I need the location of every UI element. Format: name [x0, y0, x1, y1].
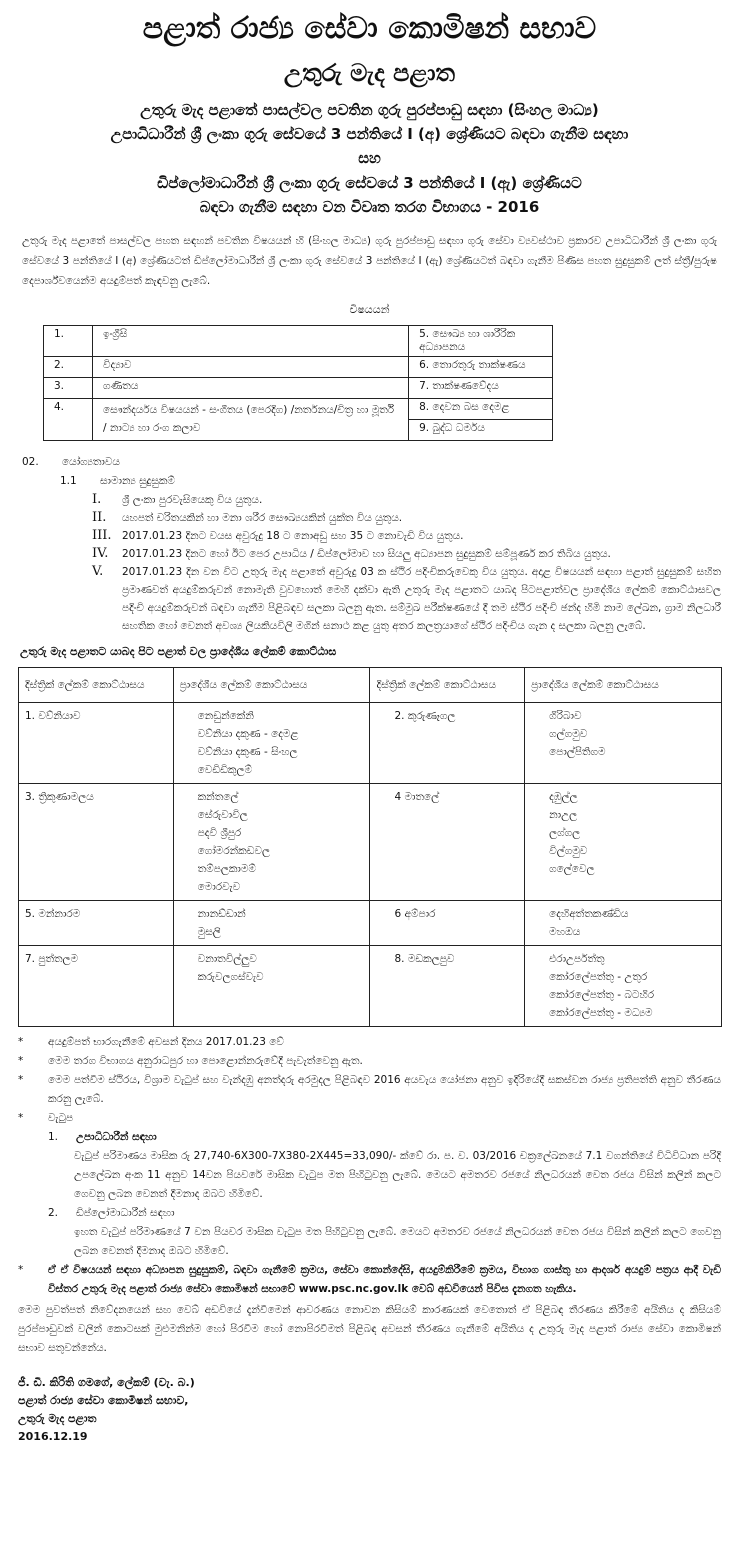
- district-name: 1. වව්නියාව: [25, 710, 81, 722]
- district-table: [18, 667, 722, 1027]
- subject-name: සෞන්දර්යය විෂයයන් - සංගීතය (පෙරදිග) /නර්තනය/චිත්‍ර හා මූර්ති / නාට්‍ය හා රංග කලාව: [93, 399, 409, 441]
- subject-num: 1.: [44, 326, 93, 357]
- division-name: විල්ගමුව: [549, 845, 588, 857]
- division-name: දඹුල්ල: [549, 791, 578, 803]
- section-title: යෝග්‍යතාවය: [62, 456, 120, 468]
- division-name: දෙහිඅත්තකණ්ඩිය: [549, 908, 629, 920]
- website-note: ඒ ඒ විෂයයන් සඳහා අධ්‍යාපන සුදුසුකම්, බඳවා ගැනීමේ ක්‍රමය, සේවා කොන්දේසි, අයදුම්කිරීමේ ක්‍රමය, විභාග ගාස්තු හා ආදර්ශ අයදුම් පත්‍රය ආදී වැඩි විස්තර උතුරු මැද පළාත් රාජ්‍ය සේවා කොමිෂන් සභාවේ www.psc.nc.gov.lk වෙබ් අඩවියෙන් පිවිස දැනගත හැකිය.: [48, 1264, 721, 1295]
- division-name: කෝරලේපත්තු - උතුර: [549, 971, 648, 983]
- table-row: [19, 901, 722, 946]
- divisions-cell: [173, 703, 370, 784]
- district-name: 8. මඩකලපුව: [394, 953, 455, 965]
- table-row: [19, 946, 722, 1027]
- bullet-star-icon: *: [18, 1074, 24, 1086]
- division-name: වනාතවිල්ලුව: [197, 953, 257, 965]
- bullet-star-icon: *: [18, 1036, 24, 1048]
- division-name: නානඩ්ඩාන්: [197, 908, 246, 920]
- subsection-title: සාමාන්‍ය සුදුසුකම්: [100, 475, 175, 487]
- division-name: කන්තලේ: [197, 791, 239, 803]
- province-title: උතුරු මැද පළාත: [283, 59, 456, 87]
- district-name: 6 අම්පාර: [394, 908, 436, 920]
- column-header: ප්‍රාදේශීය ලේකම් කොට්ඨාසය: [173, 668, 370, 703]
- divisions-cell: [525, 703, 722, 784]
- subject-name: විද්‍යාව: [93, 357, 409, 378]
- division-name: සේරුවාවිල: [197, 809, 248, 821]
- division-name: නෙඩුන්කේනි: [197, 710, 254, 722]
- salary-diploma-text: ඉහත වැටුප් පරිමාණයේ 7 වන පියවර මාසික වැටුප මත පිහිටුවනු ලැබේ. මෙයට අමතරව රජයේ නිලධරයන් වෙත රජය විසින් කලින් කලට ගෙවනු ලබන වෙනත් දීමනාද ඔබට හිමිවේ.: [74, 1226, 721, 1257]
- heading-line-3: සහ: [358, 149, 381, 167]
- salary-graduates-title: උපාධිධාරීන් සඳහා: [76, 1131, 157, 1143]
- heading-line-2: උපාධිධාරීන් ශ්‍රී ලංකා ගුරු සේවයේ 3 පන්තියේ I (අ) ශ්‍රේණියට බඳවා ගැනීම සඳහා: [110, 125, 629, 143]
- district-cell: [370, 901, 525, 946]
- signatory-province: උතුරු මැද පළාත: [18, 1412, 97, 1425]
- division-name: කරුවලගස්වැව: [197, 971, 264, 983]
- division-name: වව්නියා දකුණ - දෙමළ: [197, 728, 299, 740]
- divisions-cell: [173, 946, 370, 1027]
- district-cell: [19, 703, 174, 784]
- table-row: [19, 703, 722, 784]
- list-item: III. 2017.01.23 දිනට වයස අවුරුදු 18 ට නොඅඩු සහ 35 ට නොවැඩි විය යුතුය.: [92, 528, 464, 543]
- district-name: 5. මන්නාරම: [25, 908, 81, 920]
- district-cell: [19, 901, 174, 946]
- division-name: මුසලි: [197, 926, 221, 938]
- bullet-star-icon: *: [18, 1264, 24, 1276]
- column-header: දිස්ත්‍රික් ලේකම් කොට්ඨාසය: [19, 668, 174, 703]
- salary-diploma-title: ඩිප්ලෝමාධාරීන් සඳහා: [76, 1207, 175, 1219]
- district-name: 2. කුරුණෑගල: [394, 710, 456, 722]
- division-name: මොරවැව: [197, 881, 241, 893]
- signature-block: [18, 1374, 721, 1446]
- district-name: 3. ත්‍රිකුණාමලය: [25, 791, 94, 803]
- district-cell: [19, 784, 174, 901]
- subject-num: 4.: [44, 399, 93, 441]
- heading-line-5: බඳවා ගැනීම සඳහා වන විවෘත තරග විභාගය - 2016: [199, 198, 540, 216]
- notes-section: * අයදුම්පත් භාරගැනීමේ අවසන් දිනය 2017.01.23 වේ * මෙම තරග විභාගය අනුරාධපුර හා පොළොන්නරුවේදී පැවැත්වෙනු ඇත. * මෙම පත්වීම ස්ථිරය, විශ්‍රාම වැටුප් සහ වැන්දඹු අනත්දරු අරමුදල පිළිබඳව 2016 අයවැය යෝජනා අනුව ඉදිරියේදී සකස්වන රාජ්‍ය ප්‍රතිපත්ති අනුව තීරණය කරනු ලැබේ. * වැටුප 1. උපාධිධාරීන් සඳහා වැටුප් පරිමාණය මාසික රු 27,740-6X300-7X380-2X445=33,090/- ක්වේ රා. ප. ව. 03/2016 චක්‍රලේඛනයේ 7.1 වගන්තියේ විධිවිධාන පරිදි උපලේඛන අංක 11 අනුව 14වන පියවරේ මාසික වැටුප මත පිහිටුවනු ලැබේ. මෙයට අමතරව රජයේ නිලධරයන් වෙත රජය විසින් කලින් කලට ගෙවනු ලබන වෙනත් දීමනාද ඔබට හිමිවේ. 2. ඩිප්ලෝමාධාරීන් සඳහා ඉහත වැටුප් පරිමාණයේ 7 වන පියවර මාසික වැටුප මත පිහිටුවනු ලැබේ. මෙයට අමතරව රජයේ නිලධරයන් වෙත රජය විසින් කලින් කලට ගෙවනු ලබන වෙනත් දීමනාද ඔබට හිමිවේ. * ඒ ඒ විෂයයන් සඳහා අධ්‍යාපන සුදුසුකම්, බඳවා ගැනීමේ ක්‍රමය, සේවා කොන්දේසි, අයදුම්කිරීමේ ක්‍රමය, විභාග ගාස්තු හා ආදර්ශ අයදුම් පත්‍රය ආදී වැඩි විස්තර උතුරු මැද පළාත් රාජ්‍ය සේවා කොමිෂන් සභාවේ www.psc.nc.gov.lk වෙබ් අඩවියෙන් පිවිස දැනගත හැකිය. මෙම පුවත්පත් නිවේදනයෙන් සහ වෙබ් අඩවියේ දැන්වීමෙන් ආවරණය නොවන කිසියම් කාරණයක් වෙතොත් ඒ පිළිබඳ තීරණය කිරීමේ අයිතිය ද කිසියම් පුරප්පාඩුවක් වලින් කොටසක් මුළුමනින්ම හෝ පිරවීම හෝ නොපිරවීමත් පිළිබඳ අවසන් තීරණය ගැනීමේ අයිතිය ද උතුරු මැද පළාත් රාජ්‍ය සේවා කොමිෂන් සභාව සතුවන්නේය.: [18, 1033, 721, 1358]
- division-name: වෙඩිඩිකුලම්: [197, 764, 253, 776]
- column-header: දිස්ත්‍රික් ලේකම් කොට්ඨාසය: [370, 668, 525, 703]
- district-cell: [370, 703, 525, 784]
- divisions-cell: [525, 946, 722, 1027]
- division-name: මහඔය: [549, 926, 581, 938]
- division-name: නාඋල: [549, 809, 578, 821]
- division-name: ගලේවෙල: [549, 863, 595, 875]
- signatory-org: පළාත් රාජ්‍ය සේවා කොමිෂන් සභාව,: [18, 1394, 189, 1407]
- bullet-star-icon: *: [18, 1055, 24, 1067]
- list-item: I. ශ්‍රී ලංකා පුරවැසියෙකු විය යුතුය.: [92, 492, 263, 507]
- list-item: II. යහපත් චරිතයකින් හා මනා ශරීර සෞඛ්‍යයකින් යුක්ත විය යුතුය.: [92, 510, 403, 525]
- list-item: IV. 2017.01.23 දිනට හෝ ඊට පෙර උපාධිය / ඩිප්ලෝමාව හා සියලු අධ්‍යාපන සුදුසුකම් සම්පූර්ණ කර තිබිය යුතුය.: [92, 546, 611, 561]
- subject-right: 6. තොරතුරු තාක්ෂණය: [409, 357, 553, 378]
- subject-num: 2.: [44, 357, 93, 378]
- division-name: කෝරලේපත්තු - බටහිර: [549, 989, 655, 1001]
- division-name: තම්පලකාමම්: [197, 863, 256, 875]
- eligibility-section: [22, 453, 721, 635]
- subject-right: 5. සෞඛ්‍ය හා ශාරීරික අධ්‍යාපනය: [409, 326, 553, 357]
- column-header: ප්‍රාදේශීය ලේකම් කොට්ඨාසය: [525, 668, 722, 703]
- divisions-cell: [525, 784, 722, 901]
- division-name: ලග්ගල: [549, 827, 581, 839]
- division-name: ගෝමරන්කඩවල: [197, 845, 271, 857]
- subject-name: ඉංග්‍රීසි: [93, 326, 409, 357]
- heading-line-1: උතුරු මැද පළාතේ පාසල්වල පවතින ගුරු පුරප්පාඩු සඳහා (සිංහල මාධ්‍ය): [140, 101, 599, 119]
- division-name: ගිරිබාව: [549, 710, 582, 722]
- divisions-cell: [525, 901, 722, 946]
- district-name: 7. පුත්තලම: [25, 953, 79, 965]
- subsection-number: 1.1: [60, 475, 77, 487]
- list-item: V. 2017.01.23 දින වන විට උතුරු මැද පළාතේ අවුරුදු 03 ක ස්ථිර පදිංචිකරුවෙකු විය යුතුය. අදාළ විෂයයන් සඳහා පළාත් සුදුසුකම් සහිත ප්‍රමාණවත් අයදුම්කරුවන් නොමැති වුවහොත් මෙහි දක්වා ඇති උතුරු මැද පළාතට යාබද පිටපළාත්වල ප්‍රාදේශීය ලේකම් කොට්ඨාසවල පදිංචි අයදුම්කරුවන් බඳවා ගැනීම පිළිබඳව සලකා බලනු ඇත. සම්මුඛ පරීක්ෂණයේ දී තම ස්ථිර පදිංචි ඡන්ද හිමි නාම ලේඛන, ග්‍රාම නිලධාරී සහතික හෝ වෙනත් අවශ්‍ය ලියකියවිලි මගින් සනාථ කළ යුතු අතර කලත්‍රයාගේ ස්ථිර පදිංචිය ගැන ද සලකා බලනු ලැබේ.: [92, 564, 721, 632]
- district-cell: [370, 946, 525, 1027]
- subject-num: 3.: [44, 378, 93, 399]
- closing-paragraph: මෙම පුවත්පත් නිවේදනයෙන් සහ වෙබ් අඩවියේ දැන්වීමෙන් ආවරණය නොවන කිසියම් කාරණයක් වෙතොත් ඒ පිළිබඳ තීරණය කිරීමේ අයිතිය ද කිසියම් පුරප්පාඩුවක් වලින් කොටසක් මුළුමනින්ම හෝ පිරවීම හෝ නොපිරවීමත් පිළිබඳ අවසන් තීරණය ගැනීමේ අයිතිය ද උතුරු මැද පළාත් රාජ්‍ය සේවා කොමිෂන් සභාව සතුවන්නේය.: [18, 1304, 721, 1354]
- division-name: ගල්ගමුව: [549, 728, 588, 740]
- district-cell: [19, 946, 174, 1027]
- divisions-cell: [173, 901, 370, 946]
- subject-right: 8. දෙවන බස දෙමළ: [409, 399, 553, 420]
- notice-date: 2016.12.19: [18, 1430, 88, 1443]
- division-name: පදවි ශ්‍රීපුර: [197, 827, 242, 839]
- subject-name: ගණිතය: [93, 378, 409, 399]
- subject-right: 9. බුද්ධ ධර්මය: [409, 420, 553, 441]
- division-name: පොල්පිතිගම: [549, 746, 606, 758]
- district-table-title: උතුරු මැද පළාතට යාබද පිට පළාත් වල ප්‍රාදේශීය ලේකම් කොට්ඨාස: [20, 645, 337, 658]
- salary-graduates-text: වැටුප් පරිමාණය මාසික රු 27,740-6X300-7X380-2X445=33,090/- ක්වේ රා. ප. ව. 03/2016 චක්‍රලේඛනයේ 7.1 වගන්තියේ විධිවිධාන පරිදි උපලේඛන අංක 11 අනුව 14වන පියවරේ මාසික වැටුප මත පිහිටුවනු ලැබේ. මෙයට අමතරව රජයේ නිලධරයන් වෙත රජය විසින් කලින් කලට ගෙවනු ලබන වෙනත් දීමනාද ඔබට හිමිවේ.: [74, 1150, 721, 1200]
- eligibility-list: [92, 491, 721, 635]
- intro-paragraph: උතුරු මැද පළාතේ පාසල්වල පහත සඳහන් පවතින විෂයයන් හි (සිංහල මාධ්‍ය) ගුරු පුරප්පාඩු සඳහා ගුරු සේවා ව්‍යවස්ථාව ප්‍රකාරව උපාධිධාරීන් ශ්‍රී ලංකා ගුරු සේවයේ 3 පන්තියේ I (අ) ශ්‍රේණියටත් ඩිප්ලෝමාධාරීන් ශ්‍රී ලංකා ගුරු සේවයේ 3 පන්තියේ I (ඇ) ශ්‍රේණියටත් බඳවා ගැනීම පිණිස පහත සුදුසුකම් ලත් ස්ත්‍රී/පුරුෂ දෙපාර්ශ්වයෙන්ම අයදුම්පත් කැඳවනු ලැබේ.: [22, 235, 717, 287]
- commission-title: පළාත් රාජ්‍ය සේවා කොමිෂන් සභාව: [142, 11, 597, 46]
- divisions-cell: [173, 784, 370, 901]
- section-number: 02.: [22, 456, 39, 468]
- subjects-label: විෂයයන්: [349, 303, 390, 316]
- table-row: [19, 784, 722, 901]
- subject-right: 7. තාක්ෂණවේදය: [409, 378, 553, 399]
- heading-line-4: ඩිප්ලෝමාධාරීන් ශ්‍රී ලංකා ගුරු සේවයේ 3 පන්තියේ I (ඇ) ශ්‍රේණියට: [157, 174, 582, 192]
- division-name: කෝරලේපත්තු - මධ්‍යම: [549, 1007, 653, 1019]
- division-name: වව්නියා දකුණ - සිංහල: [197, 746, 298, 758]
- district-cell: [370, 784, 525, 901]
- district-name: 4 මාතලේ: [394, 791, 440, 803]
- signatory-name: ජී. ඩී. කිරිති ගමගේ, ලේකම් (වැ. බ.): [18, 1376, 195, 1389]
- subjects-table: [43, 325, 553, 441]
- bullet-star-icon: *: [18, 1112, 24, 1124]
- division-name: එරාඋර්පත්තු: [549, 953, 605, 965]
